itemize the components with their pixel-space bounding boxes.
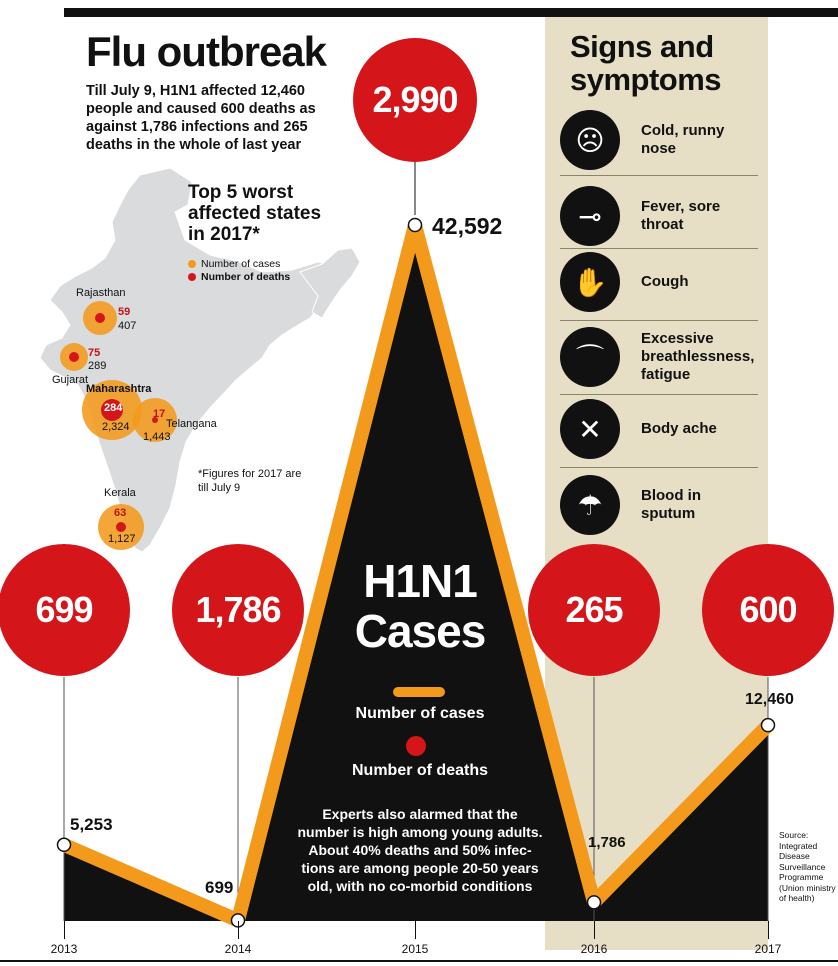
state-name: Gujarat xyxy=(52,374,89,386)
state-name: Kerala xyxy=(104,487,136,499)
legend-deaths-label: Number of deaths xyxy=(351,762,488,779)
legend-cases-swatch xyxy=(393,687,445,697)
map-note: *Figures for 2017 are till July 9 xyxy=(198,468,302,494)
x-tick-label: 2013 xyxy=(50,942,78,956)
x-tick xyxy=(415,921,416,939)
state-name: Telangana xyxy=(166,418,217,430)
state-deaths-dot xyxy=(69,352,79,362)
state-cases-value: 1,127 xyxy=(108,533,136,545)
thermometer-icon: ⊸ xyxy=(560,186,620,246)
state-cases-value: 407 xyxy=(118,320,137,332)
x-tick xyxy=(594,921,595,939)
x-tick-label: 2015 xyxy=(401,942,429,956)
headline: Flu outbreak xyxy=(86,28,327,75)
cases-point xyxy=(762,719,775,732)
chart-title: H1N1 Cases xyxy=(354,555,486,657)
cases-data-label: 5,253 xyxy=(70,814,113,834)
legend-cases-label: Number of cases xyxy=(355,705,485,722)
source-note: Source: Integrated Disease Surveillance Programme (Union ministry of health) xyxy=(779,830,836,903)
x-tick-label: 2014 xyxy=(224,942,252,956)
symptom-item xyxy=(560,108,758,172)
expert-note: Experts also alarmed that the number is high among young adults. About 40% deaths and 50% infec-tions are among people 20-50 years old, with no co-morbid conditions xyxy=(297,806,543,894)
deaths-circle: 265 xyxy=(528,544,660,676)
sputum-icon: ☂ xyxy=(560,475,620,535)
symptom-divider xyxy=(560,394,758,395)
cases-point xyxy=(409,219,422,232)
symptoms-title: Signs and symptoms xyxy=(570,29,722,97)
deaths-circle: 2,990 xyxy=(353,38,477,162)
cases-data-label: 1,786 xyxy=(588,834,626,852)
symptom-item xyxy=(560,250,758,314)
symptom-item xyxy=(560,397,758,461)
cases-swatch xyxy=(188,260,196,268)
cough-icon: ✋ xyxy=(560,252,620,312)
x-tick-label: 2016 xyxy=(580,942,608,956)
state-deaths-value: 75 xyxy=(88,347,101,359)
cases-data-label: 699 xyxy=(205,878,234,898)
state-deaths-dot xyxy=(95,313,105,323)
state-cases-value: 2,324 xyxy=(102,421,130,433)
symptom-divider xyxy=(560,248,758,249)
deaths-circle: 1,786 xyxy=(172,544,304,676)
symptom-item xyxy=(560,184,758,248)
state-cases-value: 289 xyxy=(88,360,107,372)
symptom-label: Cough xyxy=(641,273,689,290)
cases-data-label: 42,592 xyxy=(432,213,503,239)
symptom-divider xyxy=(560,320,758,321)
map-legend-cases-label: Number of cases xyxy=(201,258,281,270)
state-name: Rajasthan xyxy=(76,287,126,299)
x-tick-label: 2017 xyxy=(754,942,782,956)
x-tick xyxy=(768,921,769,939)
cases-data-label: 12,460 xyxy=(745,691,794,709)
breathless-icon: ⌒ xyxy=(560,327,620,387)
deaths-circle: 699 xyxy=(0,544,130,676)
symptom-divider xyxy=(560,175,758,176)
state-deaths-dot xyxy=(116,522,126,532)
legend-deaths-swatch xyxy=(406,736,426,756)
x-tick xyxy=(64,921,65,939)
symptom-label: Cold, runny nose xyxy=(641,122,725,157)
state-deaths-value: 17 xyxy=(153,408,166,420)
state-cases-value: 1,443 xyxy=(143,431,171,443)
symptom-item xyxy=(560,325,758,389)
symptom-label: Fever, sore throat xyxy=(641,198,721,233)
state-deaths-value: 63 xyxy=(114,507,127,519)
map-title: Top 5 worst affected states in 2017* xyxy=(188,182,322,245)
state-name: Maharashtra xyxy=(86,383,152,395)
map-legend-cases xyxy=(188,258,280,270)
intro-text: Till July 9, H1N1 affected 12,460 people and caused 600 deaths as against 1,786 infections and 265 deaths in the whole of last year xyxy=(86,83,316,153)
symptom-label: Body ache xyxy=(641,420,717,437)
state-deaths-value: 284 xyxy=(104,402,123,414)
symptom-divider xyxy=(560,467,758,468)
state-deaths-value: 59 xyxy=(118,306,131,318)
cases-point xyxy=(588,896,601,909)
symptom-label: Excessive breathlessness, fatigue xyxy=(641,330,755,383)
map-legend-deaths xyxy=(188,271,290,283)
symptom-label: Blood in sputum xyxy=(641,487,701,522)
deaths-circle: 600 xyxy=(702,544,834,676)
cases-point xyxy=(58,838,71,851)
symptom-item xyxy=(560,473,758,537)
runny-nose-icon: ☹ xyxy=(560,110,620,170)
body-ache-icon: ✕ xyxy=(560,399,620,459)
x-tick xyxy=(238,921,239,939)
deaths-swatch xyxy=(188,273,196,281)
map-legend-deaths-label: Number of deaths xyxy=(201,271,291,283)
